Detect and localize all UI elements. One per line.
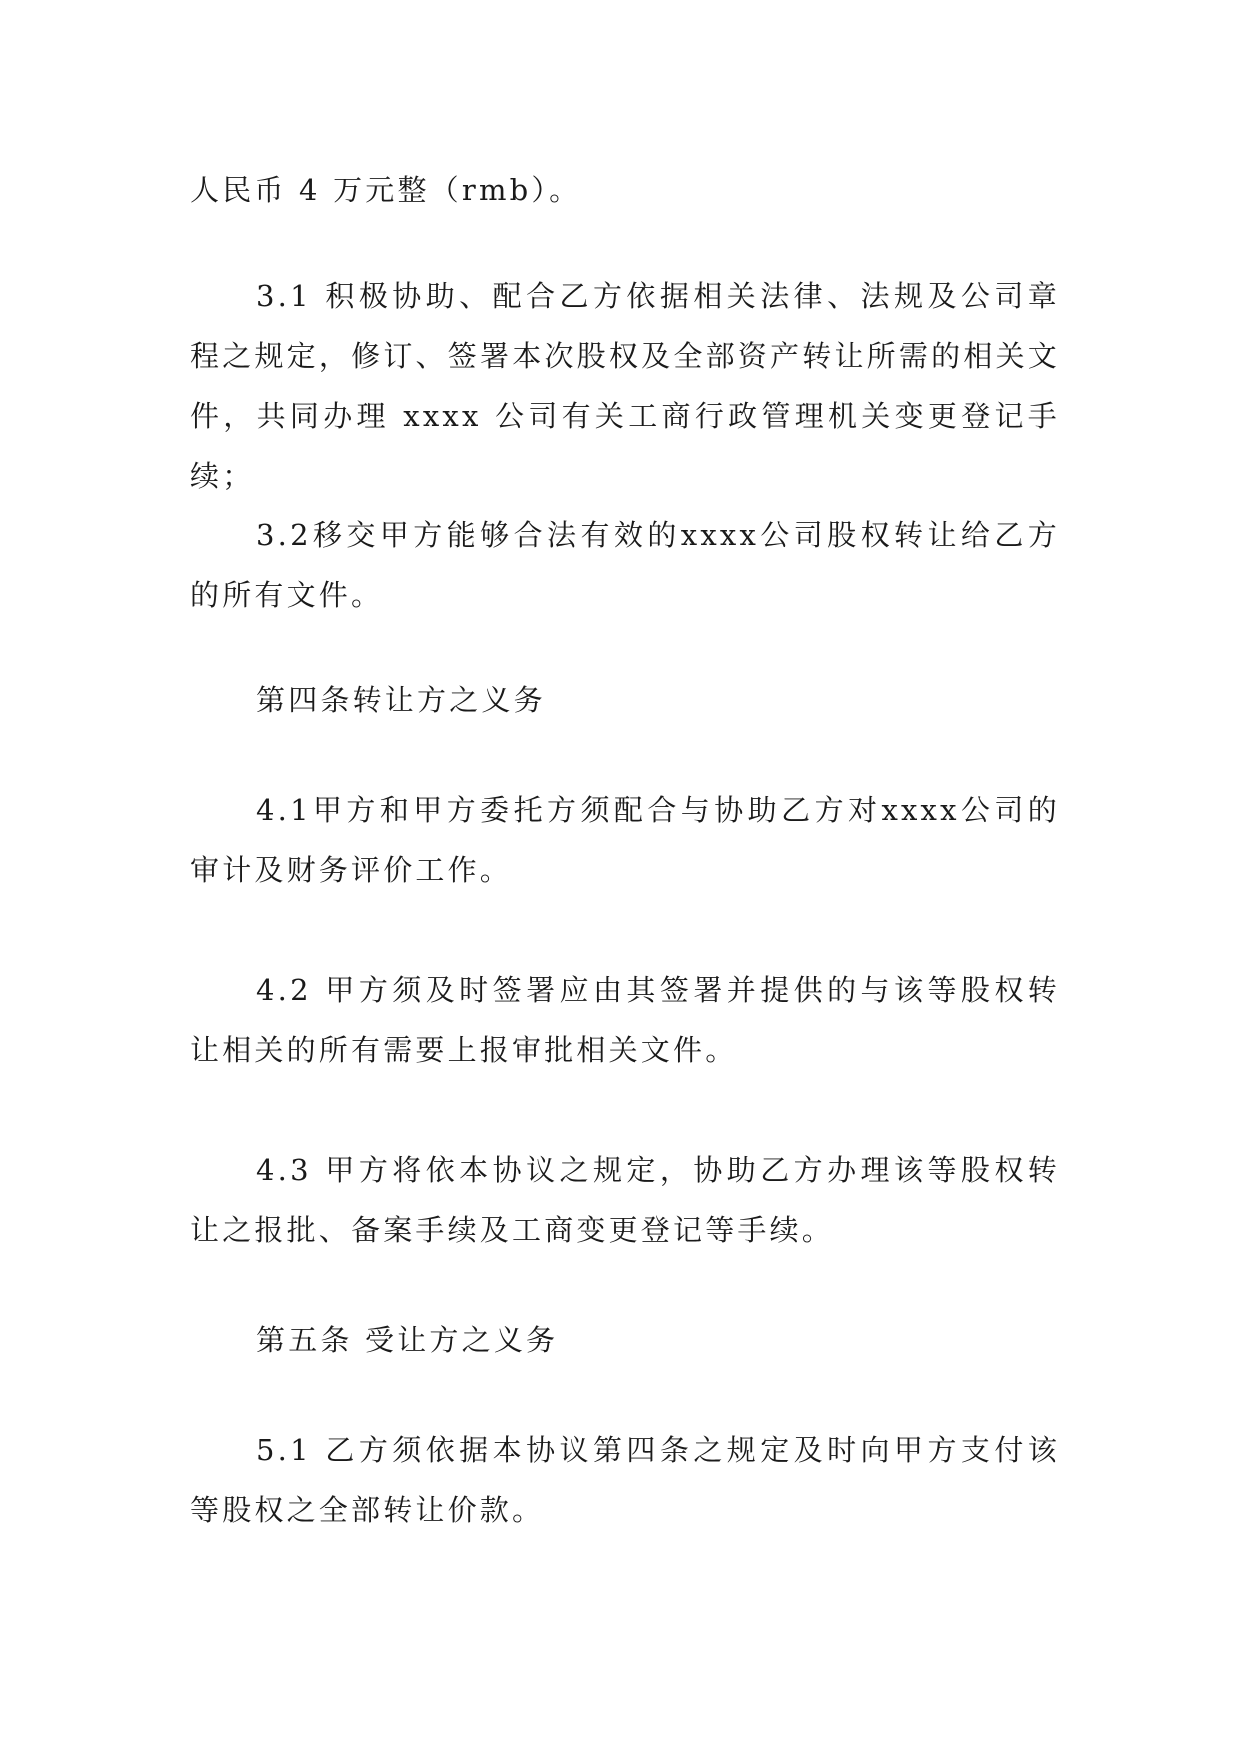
paragraph-3-1: 3.1 积极协助、配合乙方依据相关法律、法规及公司章程之规定，修订、签署本次股权及全部资产转让所需的相关文件，共同办理 xxxx 公司有关工商行政管理机关变更登记手续； [190,279,1060,493]
article-4-heading: 第四条转让方之义务 [256,683,546,717]
paragraph-amount: 人民币 4 万元整（rmb）。 [190,173,582,207]
article-5-heading: 第五条 受让方之义务 [256,1323,559,1357]
paragraph-4-2: 4.2 甲方须及时签署应由其签署并提供的与该等股权转让相关的所有需要上报审批相关文件。 [190,973,1060,1067]
paragraph-3-2: 3.2移交甲方能够合法有效的xxxx公司股权转让给乙方的所有文件。 [190,518,1060,612]
paragraph-4-3: 4.3 甲方将依本协议之规定，协助乙方办理该等股权转让之报批、备案手续及工商变更登记等手续。 [190,1153,1060,1247]
paragraph-5-1: 5.1 乙方须依据本协议第四条之规定及时向甲方支付该等股权之全部转让价款。 [190,1433,1060,1527]
paragraph-4-1: 4.1甲方和甲方委托方须配合与协助乙方对xxxx公司的审计及财务评价工作。 [190,793,1060,887]
